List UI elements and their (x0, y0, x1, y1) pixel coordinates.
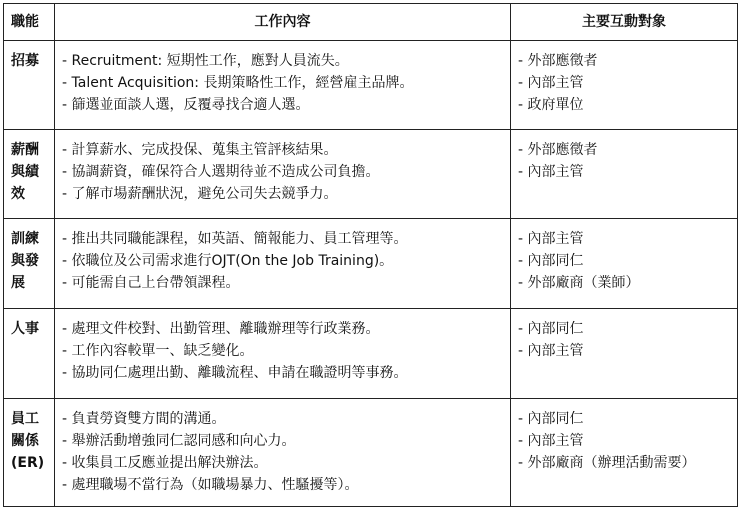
counterparts-cell (511, 399, 738, 507)
counterpart-line: - 外部應徵者 (518, 142, 598, 158)
work-line: - 工作內容較單一、缺乏變化。 (62, 343, 254, 359)
work-line: - 計算薪水、完成投保、蒐集主管評核結果。 (62, 142, 338, 158)
counterparts-cell (511, 130, 738, 219)
counterpart-line: - 政府單位 (518, 97, 584, 113)
table-row-employee-relations (4, 399, 738, 507)
table-row-personnel (4, 309, 738, 399)
work-line: - 處理文件校對、出勤管理、離職辦理等行政業務。 (62, 321, 380, 337)
function-cell: 員工關係(ER) (4, 399, 55, 507)
work-line: - 篩選並面談人選，反覆尋找合適人選。 (62, 97, 310, 113)
work-line: - 了解市場薪酬狀況，避免公司失去競爭力。 (62, 186, 338, 202)
counterpart-line: - 內部主管 (518, 231, 584, 247)
counterparts-cell (511, 309, 738, 399)
counterpart-line: - 內部同仁 (518, 253, 584, 269)
work-line: - 推出共同職能課程，如英語、簡報能力、員工管理等。 (62, 231, 408, 247)
counterparts-cell (511, 219, 738, 309)
table-row-compensation (4, 130, 738, 219)
work-line: - 協助同仁處理出勤、離職流程、申請在職證明等事務。 (62, 365, 408, 381)
table-row-training (4, 219, 738, 309)
function-cell: 招募 (4, 41, 55, 130)
counterpart-line: - 外部廠商（業師） (518, 275, 640, 291)
work-line: - 負責勞資雙方間的溝通。 (62, 411, 226, 427)
table-header-row (4, 4, 738, 41)
work-line: - 可能需自己上台帶領課程。 (62, 275, 240, 291)
function-cell: 薪酬與績效 (4, 130, 55, 219)
work-line: - 協調薪資，確保符合人選期待並不造成公司負擔。 (62, 164, 380, 180)
function-cell: 訓練與發展 (4, 219, 55, 309)
counterpart-line: - 內部主管 (518, 433, 584, 449)
work-cell (55, 399, 511, 507)
counterpart-line: - 內部同仁 (518, 411, 584, 427)
work-line: - Talent Acquisition: 長期策略性工作，經營雇主品牌。 (62, 75, 414, 91)
table-row-recruitment (4, 41, 738, 130)
counterpart-line: - 外部應徵者 (518, 53, 598, 69)
counterpart-line: - 內部主管 (518, 75, 584, 91)
header-function: 職能 (4, 4, 55, 41)
counterpart-line: - 內部主管 (518, 164, 584, 180)
header-counterparts: 主要互動對象 (511, 4, 738, 41)
work-cell (55, 130, 511, 219)
header-work: 工作內容 (55, 4, 511, 41)
counterpart-line: - 內部主管 (518, 343, 584, 359)
counterpart-line: - 外部廠商（辦理活動需要） (518, 455, 696, 471)
work-line: - Recruitment: 短期性工作，應對人員流失。 (62, 53, 349, 69)
hr-functions-table (3, 3, 738, 507)
work-line: - 處理職場不當行為（如職場暴力、性騷擾等）。 (62, 477, 359, 493)
counterpart-line: - 內部同仁 (518, 321, 584, 337)
work-line: - 舉辦活動增強同仁認同感和向心力。 (62, 433, 296, 449)
work-line: - 依職位及公司需求進行OJT(On the Job Training)。 (62, 253, 394, 269)
work-cell (55, 309, 511, 399)
counterparts-cell (511, 41, 738, 130)
work-cell (55, 41, 511, 130)
work-line: - 收集員工反應並提出解決辦法。 (62, 455, 268, 471)
function-cell: 人事 (4, 309, 55, 399)
work-cell (55, 219, 511, 309)
